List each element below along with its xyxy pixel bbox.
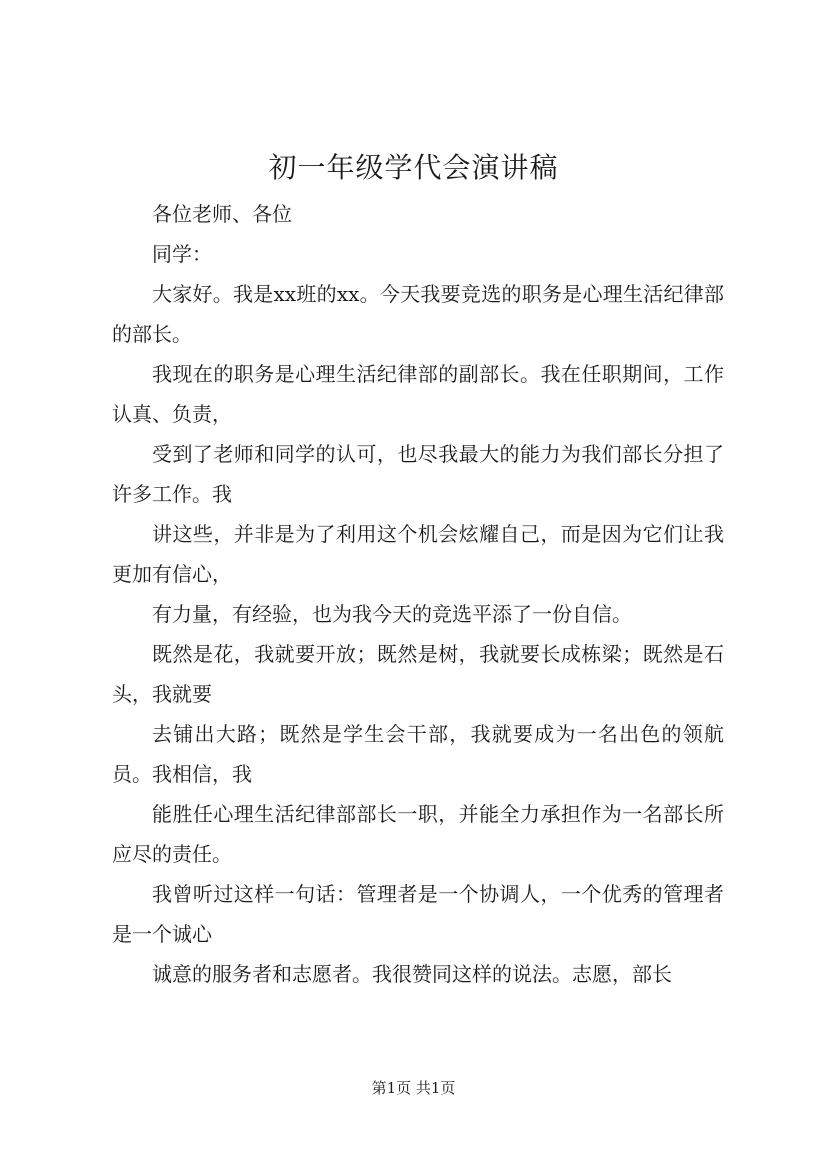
paragraph: 各位老师、各位 xyxy=(152,202,292,226)
document-body xyxy=(112,194,724,994)
paragraph: 能胜任心理生活纪律部部长一职，并能全力承担作为一名部长所应尽的责任。 xyxy=(112,802,724,866)
paragraph: 大家好。我是xx班的xx。今天我要竞选的职务是心理生活纪律部的部长。 xyxy=(112,282,724,346)
paragraph: 讲这些，并非是为了利用这个机会炫耀自己，而是因为它们让我更加有信心， xyxy=(112,522,724,586)
document-title: 初一年级学代会演讲稿 xyxy=(268,151,559,184)
paragraph: 有力量，有经验，也为我今天的竞选平添了一份自信。 xyxy=(152,602,632,626)
paragraph: 受到了老师和同学的认可，也尽我最大的能力为我们部长分担了许多工作。我 xyxy=(112,442,724,506)
paragraph: 诚意的服务者和志愿者。我很赞同这样的说法。志愿，部长 xyxy=(152,962,672,986)
paragraph: 我现在的职务是心理生活纪律部的副部长。我在任职期间，工作认真、负责， xyxy=(112,362,724,426)
paragraph: 既然是花，我就要开放；既然是树，我就要长成栋梁；既然是石头，我就要 xyxy=(112,642,724,706)
paragraph: 去铺出大路；既然是学生会干部，我就要成为一名出色的领航员。我相信，我 xyxy=(112,722,724,786)
paragraph: 我曾听过这样一句话：管理者是一个协调人，一个优秀的管理者是一个诚心 xyxy=(112,882,724,946)
paragraph: 同学： xyxy=(152,242,212,266)
page-footer: 第1页 共1页 xyxy=(371,1079,456,1097)
